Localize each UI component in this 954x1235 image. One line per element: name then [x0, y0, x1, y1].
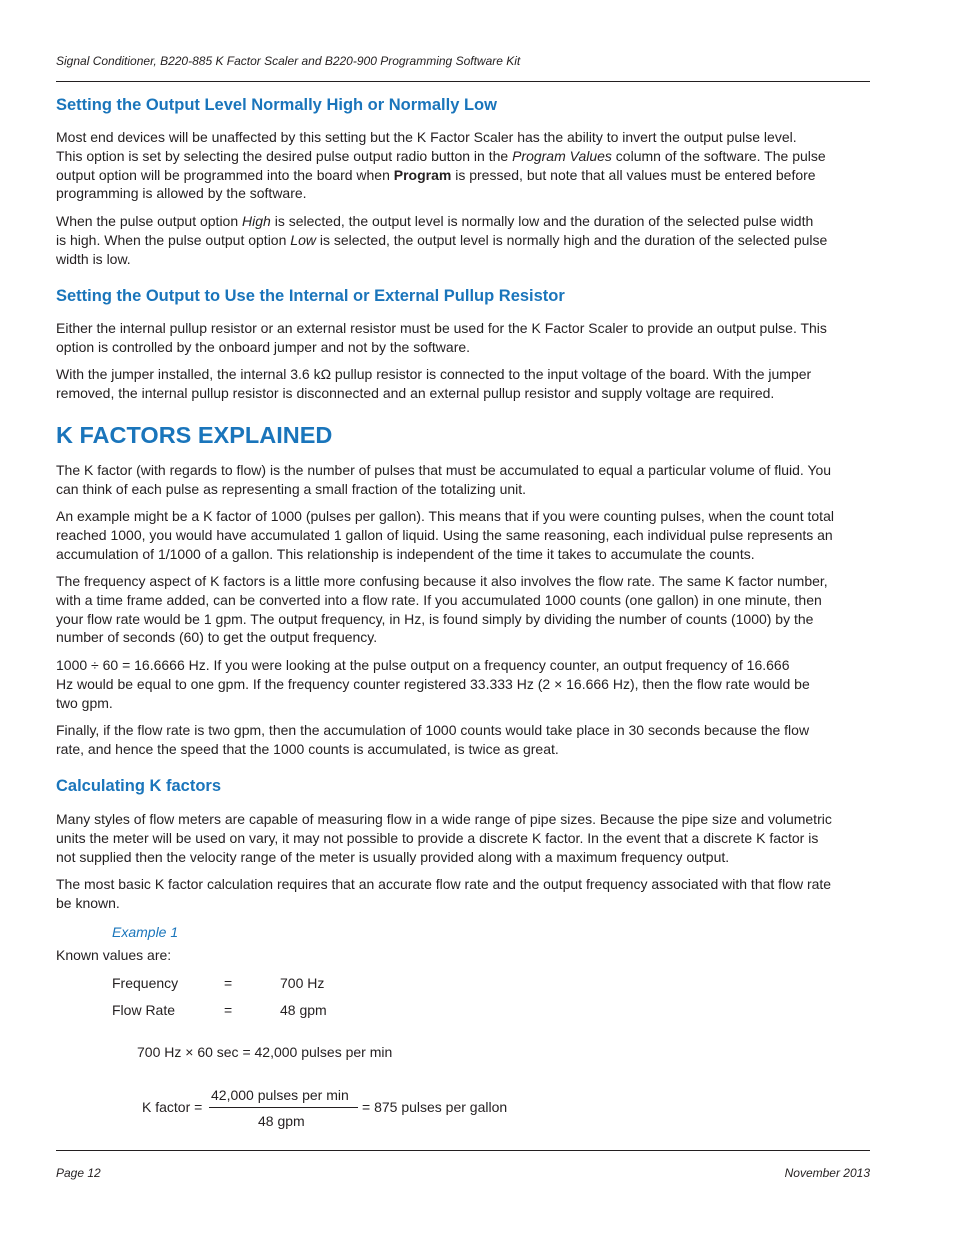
- text-line: units the meter will be used on vary, it may not possible to provide a discrete K factor. In the event that a discrete K factor is: [56, 829, 819, 846]
- section-heading-pullup-resistor: Setting the Output to Use the Internal or External Pullup Resistor: [56, 287, 565, 305]
- text-run: is pressed, but note that all values must be entered before: [451, 166, 816, 183]
- footer-rule: [56, 1150, 870, 1151]
- publication-date: November 2013: [784, 1166, 870, 1180]
- paragraph: [56, 572, 870, 647]
- text-line: your flow rate would be 1 gpm. The output frequency, in Hz, is found simply by dividing the number of counts (1000) by the: [56, 610, 814, 627]
- example-title: Example 1: [112, 924, 179, 940]
- text-line: removed, the internal pullup resistor is disconnected and an external pullup resistor and supply voltage are required.: [56, 384, 775, 401]
- text-line: not supplied then the velocity range of the meter is usually provided along with a maximum frequency output.: [56, 848, 730, 865]
- running-header: Signal Conditioner, B220-885 K Factor Scaler and B220-900 Programming Software Kit: [56, 54, 521, 68]
- paragraph: [56, 507, 870, 563]
- equals-sign: =: [224, 1002, 233, 1018]
- kfactor-result: = 875 pulses per gallon: [362, 1099, 508, 1115]
- text-line: [56, 212, 870, 231]
- known-value-label: Frequency: [112, 975, 179, 991]
- paragraph: [56, 365, 870, 403]
- paragraph: [56, 212, 870, 268]
- text-line: width is low.: [56, 250, 131, 267]
- paragraph: [56, 128, 870, 203]
- known-values-label: Known values are:: [56, 947, 172, 963]
- text-line: Most end devices will be unaffected by this setting but the K Factor Scaler has the ability to invert the output pulse level.: [56, 129, 797, 145]
- paragraph: [56, 721, 870, 759]
- text-line: with a time frame added, can be converted into a flow rate. If you accumulated 1000 counts (one gallon) in one minute, then: [56, 591, 822, 608]
- fraction-numerator: 42,000 pulses per min: [211, 1087, 349, 1103]
- text-line: With the jumper installed, the internal 3.6 kΩ pullup resistor is connected to the input voltage of the board. With the jumper: [56, 366, 812, 382]
- text-line: can think of each pulse as representing a small fraction of the totalizing unit.: [56, 480, 527, 497]
- known-value-label: Flow Rate: [112, 1002, 176, 1018]
- known-value: 700 Hz: [280, 975, 325, 991]
- emphasis-text: High: [242, 213, 271, 229]
- page-number: Page 12: [56, 1166, 101, 1180]
- equals-sign: =: [224, 975, 233, 991]
- emphasis-text: Low: [290, 231, 316, 248]
- text-line: Hz would be equal to one gpm. If the frequency counter registered 33.333 Hz (2 × 16.666 Hz), then the flow rate would be: [56, 675, 810, 692]
- text-line: programming is allowed by the software.: [56, 185, 307, 202]
- text-run: is selected, the output level is normally low and the duration of the selected pulse width: [270, 213, 814, 229]
- text-line: accumulation of 1/1000 of a gallon. This relationship is independent of the time it takes to accumulate the counts.: [56, 545, 755, 562]
- main-heading-k-factors: K FACTORS EXPLAINED: [56, 422, 333, 448]
- paragraph: [56, 656, 870, 712]
- paragraph: [56, 319, 870, 357]
- text-line: Many styles of flow meters are capable of measuring flow in a wide range of pipe sizes. Because the pipe size and volumetric: [56, 811, 832, 827]
- text-line: reached 1000, you would have accumulated 1 gallon of liquid. Using the same reasoning, each individual pulse represents an: [56, 526, 833, 543]
- text-run: is selected, the output level is normally high and the duration of the selected pulse: [315, 231, 828, 248]
- text-line: Finally, if the flow rate is two gpm, then the accumulation of 1000 counts would take place in 30 seconds because the flow: [56, 722, 810, 738]
- text-line: [56, 166, 870, 185]
- text-run: When the pulse output option: [56, 213, 243, 229]
- text-line: An example might be a K factor of 1000 (pulses per gallon). This means that if you were counting pulses, when the count total: [56, 508, 834, 524]
- calculation-line: 700 Hz × 60 sec = 42,000 pulses per min: [137, 1044, 393, 1060]
- paragraph: [56, 810, 870, 866]
- text-line: [56, 147, 870, 166]
- paragraph: [56, 875, 870, 913]
- paragraph: [56, 461, 870, 499]
- text-run: is high. When the pulse output option: [56, 231, 291, 248]
- section-heading-output-level: Setting the Output Level Normally High or Normally Low: [56, 96, 497, 114]
- bold-text: Program: [393, 166, 452, 183]
- section-heading-calculating: Calculating K factors: [56, 777, 222, 795]
- text-line: 1000 ÷ 60 = 16.6666 Hz. If you were looking at the pulse output on a frequency counter, an output frequency of 16.666: [56, 657, 790, 673]
- text-run: column of the software. The pulse: [611, 147, 826, 164]
- text-line: rate, and hence the speed that the 1000 counts is accumulated, is twice as great.: [56, 740, 559, 757]
- header-rule: [56, 81, 870, 82]
- known-value: 48 gpm: [280, 1002, 327, 1018]
- text-line: The most basic K factor calculation requires that an accurate flow rate and the output frequency associated with that flow rate: [56, 876, 832, 892]
- kfactor-label: K factor =: [142, 1099, 203, 1115]
- text-line: [56, 231, 870, 250]
- text-line: The frequency aspect of K factors is a little more confusing because it also involves the flow rate. The same K factor number,: [56, 573, 828, 589]
- text-line: option is controlled by the onboard jumper and not by the software.: [56, 338, 471, 355]
- text-line: Either the internal pullup resistor or an external resistor must be used for the K Factor Scaler to provide an output pulse. This: [56, 320, 827, 336]
- text-line: The K factor (with regards to flow) is the number of pulses that must be accumulated to equal a particular volume of fluid. You: [56, 462, 832, 478]
- fraction-bar: [209, 1107, 358, 1108]
- text-line: two gpm.: [56, 694, 113, 711]
- text-line: be known.: [56, 894, 120, 911]
- text-line: number of seconds (60) to get the output frequency.: [56, 629, 378, 646]
- fraction-denominator: 48 gpm: [258, 1113, 305, 1129]
- text-run: output option will be programmed into the board when: [56, 166, 394, 183]
- text-run: This option is set by selecting the desired pulse output radio button in the: [56, 147, 513, 164]
- emphasis-text: Program Values: [512, 147, 612, 164]
